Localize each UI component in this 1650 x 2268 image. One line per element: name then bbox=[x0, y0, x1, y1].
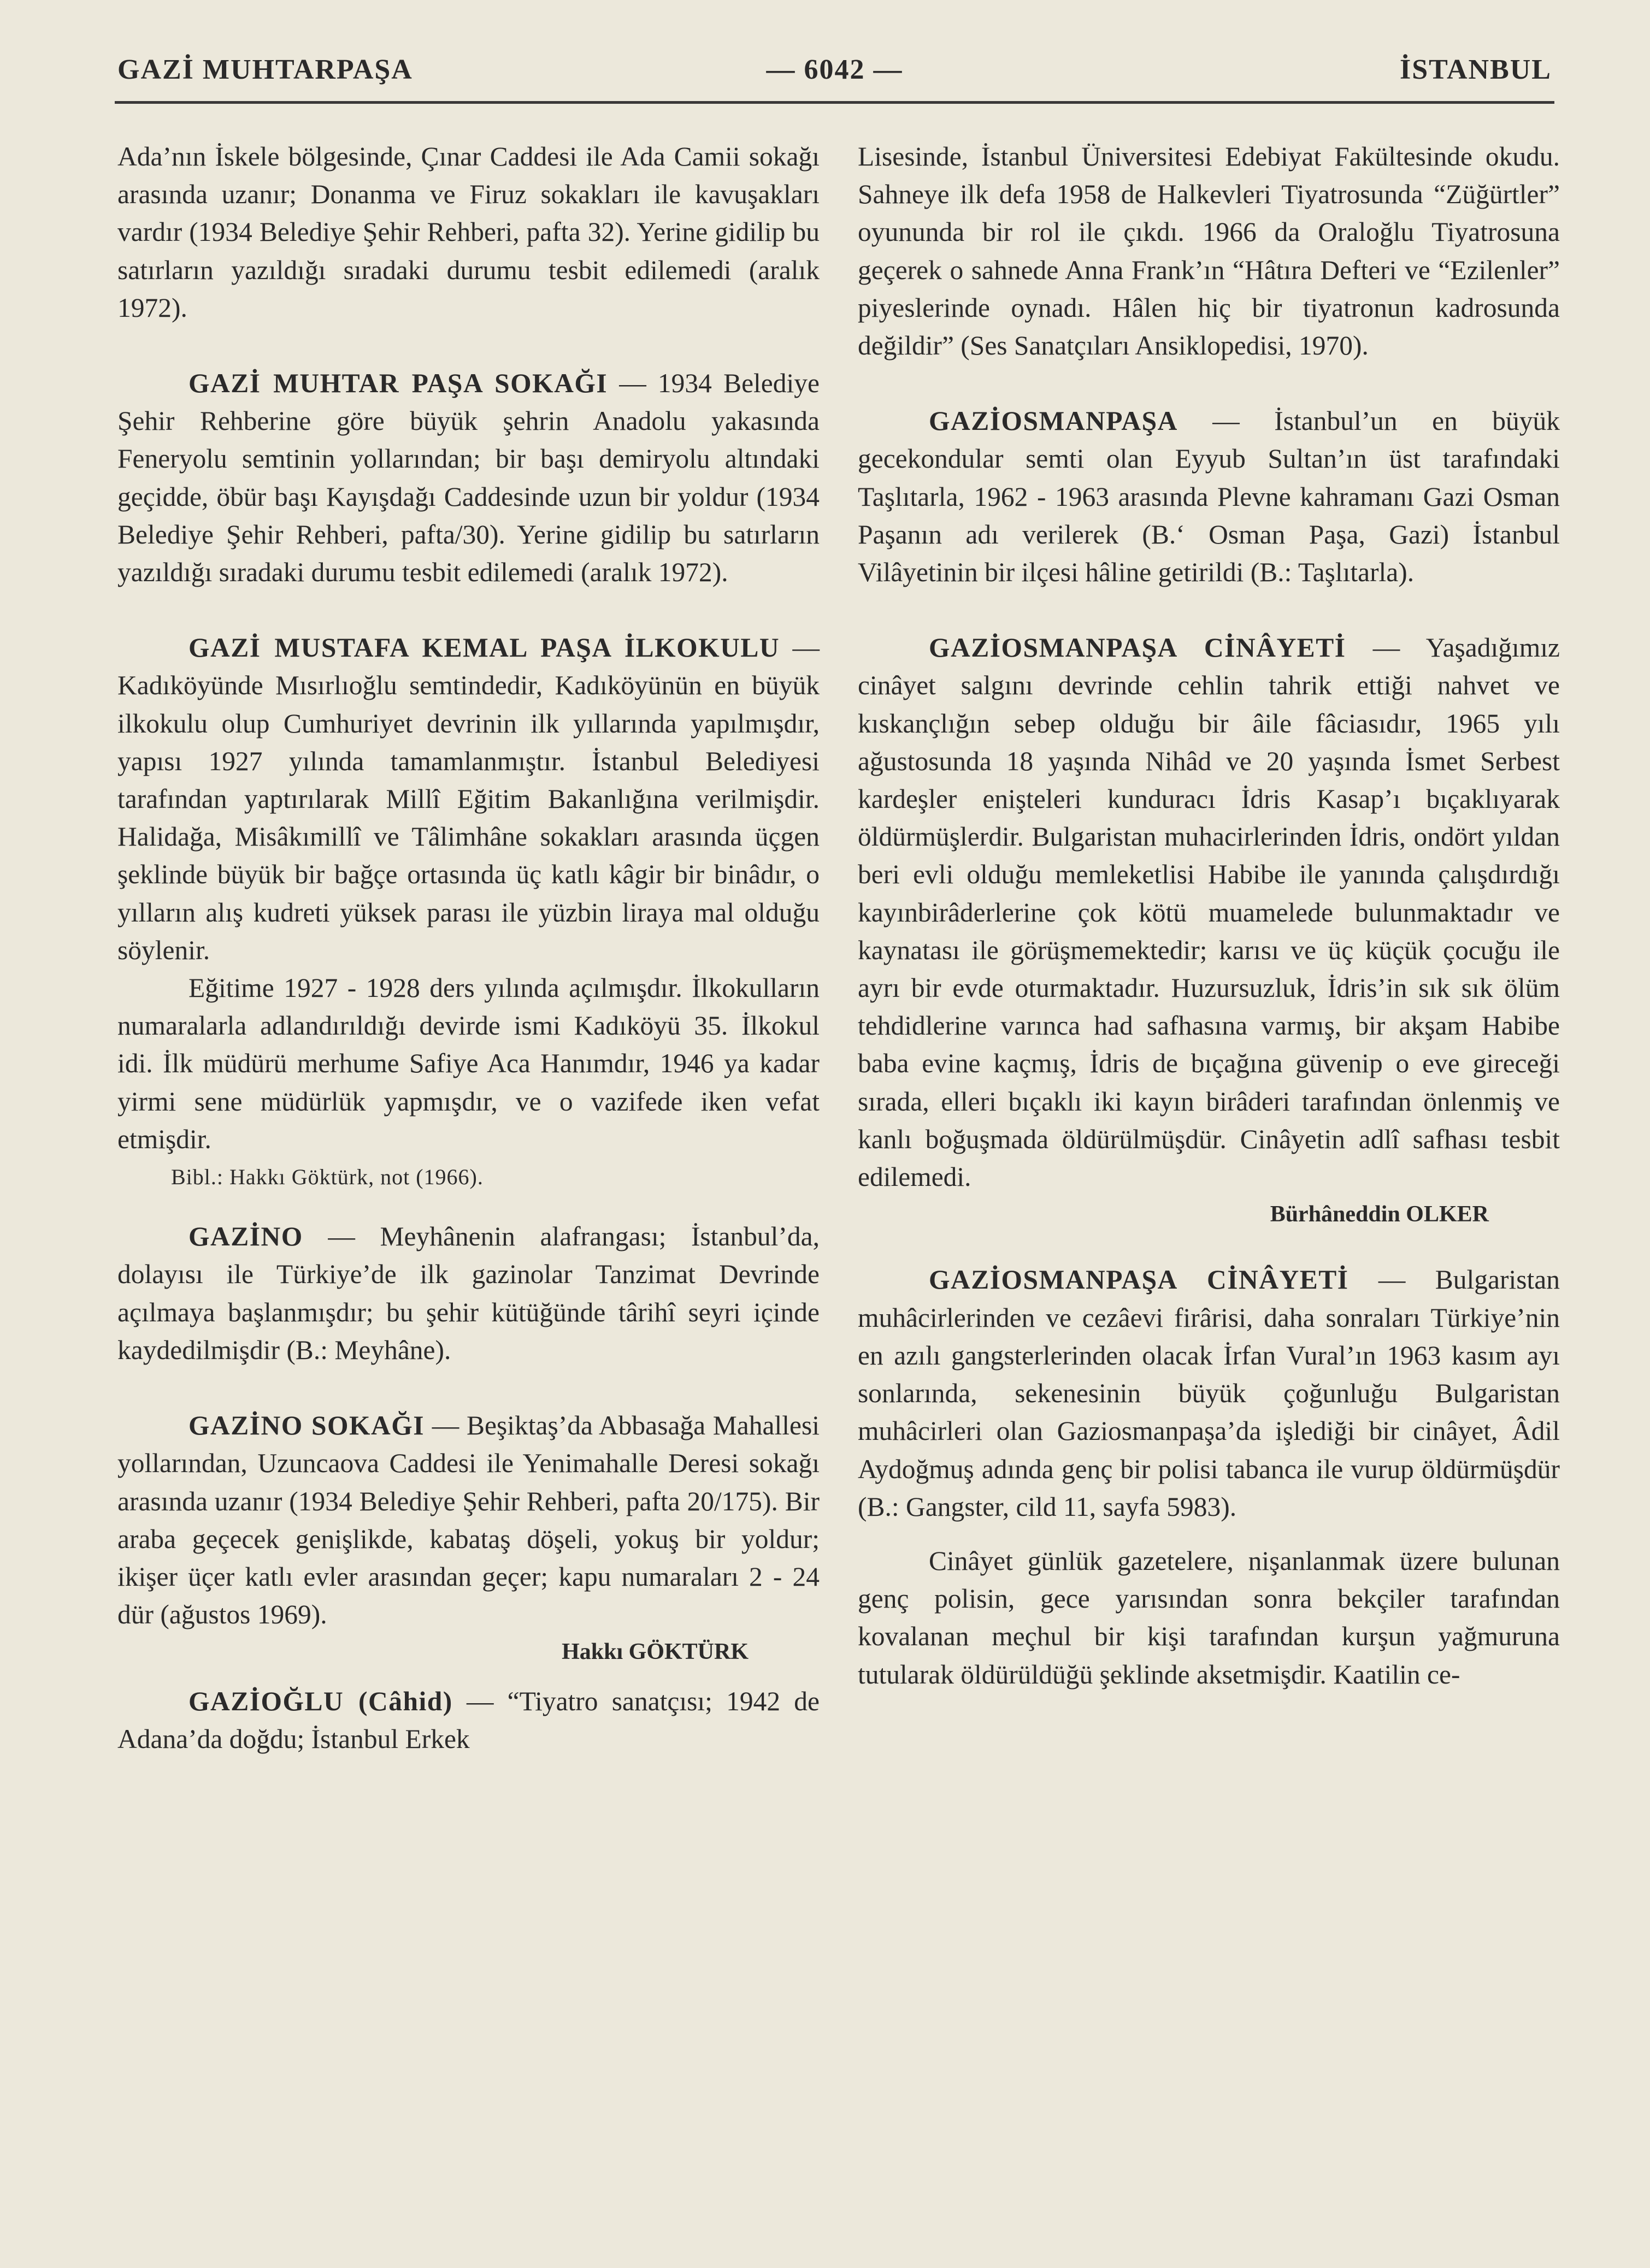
entry-headword: GAZİOSMANPAŞA bbox=[929, 406, 1178, 436]
entry-gazioglu bbox=[117, 1682, 820, 1758]
entry-paragraph bbox=[858, 1542, 1560, 1693]
entry-gazino-sokagi bbox=[117, 1407, 820, 1633]
entry-headword: GAZİ MUSTAFA KEMAL PAŞA İLKOKULU bbox=[188, 633, 780, 663]
entry-headword: GAZİ MUHTAR PAŞA SOKAĞI bbox=[188, 368, 608, 399]
entry-continuation bbox=[117, 138, 820, 327]
header-rule bbox=[115, 101, 1554, 104]
entry-text: Lisesinde, İstanbul Üniversitesi Edebiyat Fakültesinde okudu. Sahneye ilk defa 1958 de Halkevleri Tiyatrosunda “Züğürtler” oyununda bir rol ile çıkdı. 1966 da Oraloğlu Tiyatrosuna geçerek o sahnede Anna Frank’ın “Hâtıra Defteri ve “Ezilenler” piyeslerinde oynadı. Hâlen hiç bir tiyatronun kadrosunda değildir” (Ses Sanatçıları Ansiklopedisi, 1970). bbox=[858, 141, 1560, 361]
entry-text: — Beşiktaş’da Abbasağa Mahallesi yollarından, Uzuncaova Caddesi ile Yenimahalle Deresi sokağı arasında uzanır (1934 Belediye Şehir Rehberi, pafta 20/175). Bir araba geçecek genişlikde, kabataş döşeli, yokuş bir yoldur; ikişer üçer katlı evler arasından geçer; kapu numaraları 2 - 24 dür (ağustos 1969). bbox=[117, 1410, 820, 1630]
entry-text: — Meyhânenin alafrangası; İstanbul’da, dolayısı ile Türkiye’de ilk gazinolar Tanzimat Devrinde açılmaya başlanmışdır; bu şehir kütüğünde târihî seyri içinde kaydedilmişdir (B.: Meyhâne). bbox=[117, 1221, 820, 1365]
entry-gaziosmanpasa-cinayeti-1 bbox=[858, 629, 1560, 1196]
entry-text: Cinâyet günlük gazetelere, nişanlanmak üzere bulunan genç polisin, gece yarısından sonra bekçiler tarafından kovalanan meçhul bir kişi tarafından kurşun yağmuruna tutularak öldürüldüğü şeklinde aksetmişdir. Kaatilin ce- bbox=[858, 1545, 1560, 1690]
page-number: — 6042 — bbox=[766, 54, 903, 85]
entry-gazino bbox=[117, 1218, 820, 1369]
entry-gazi-mustafa-kemal-pasa-ilkokulu bbox=[117, 629, 820, 969]
entry-headword: GAZİOĞLU (Câhid) bbox=[188, 1686, 453, 1716]
entry-author: Hakkı GÖKTÜRK bbox=[562, 1639, 749, 1665]
header-left-title: GAZİ MUHTARPAŞA bbox=[117, 54, 413, 85]
header-right-title: İSTANBUL bbox=[1399, 54, 1552, 85]
entry-gaziosmanpasa-cinayeti-2 bbox=[858, 1261, 1560, 1525]
entry-text: Eğitime 1927 - 1928 ders yılında açılmışdır. İlkokulların numaralarla adlandırıldığı devirde ismi Kadıköyü 35. İlkokul idi. İlk müdürü merhume Safiye Aca Hanımdır, 1946 ya kadar yirmi sene müdürlük yapmışdır, ve o vazifede iken vefat etmişdir. bbox=[117, 973, 820, 1154]
entry-text: — Bulgaristan muhâcirlerinden ve cezâevi firârisi, daha sonraları Türkiye’nin en azılı gangsterlerinden olacak İrfan Vural’ın 1963 kasım ayı sonlarında, sekenesinin büyük çoğunluğu Bulgaristan muhâcirleri olan Gaziosmanpaşa’da işlediği bir cinâyet, Âdil Aydoğmuş adında genç bir polisi tabanca ile vurup öldürmüşdür (B.: Gangster, cild 11, sayfa 5983). bbox=[858, 1265, 1560, 1522]
entry-text: — İstanbul’un en büyük gecekondular semti olan Eyyub Sultan’ın üst tarafındaki Taşlıtarla, 1962 - 1963 arasında Plevne kahramanı Gazi Osman Paşanın adı verilerek (B.‘ Osman Paşa, Gazi) İstanbul Vilâyetinin bir ilçesi hâline getirildi (B.: Taşlıtarla). bbox=[858, 406, 1560, 588]
running-header bbox=[117, 54, 1552, 97]
entry-text: — 1934 Belediye Şehir Rehberine göre büyük şehrin Anadolu yakasında Feneryolu semtinin yollarından; bir başı demiryolu altındaki geçidde, öbür başı Kayışdağı Caddesinde uzun bir yoldur (1934 Belediye Şehir Rehberi, pafta/30). Yerine gidilip bu satırların yazıldığı sıradaki durumu tesbit edilemedi (aralık 1972). bbox=[117, 368, 820, 588]
entry-text: Ada’nın İskele bölgesinde, Çınar Caddesi ile Ada Camii sokağı arasında uzanır; Donanma ve Firuz sokakları ile kavuşakları vardır (1934 Belediye Şehir Rehberi, pafta 32). Yerine gidilip bu satırların yazıldığı sıradaki durumu tesbit edilemedi (aralık 1972). bbox=[117, 141, 820, 323]
entry-headword: GAZİNO bbox=[188, 1221, 303, 1252]
entry-gaziosmanpasa bbox=[858, 402, 1560, 591]
entry-headword: GAZİOSMANPAŞA CİNÂYETİ bbox=[929, 633, 1346, 663]
bibliography-note: Bibl.: Hakkı Göktürk, not (1966). bbox=[171, 1165, 484, 1190]
right-column bbox=[858, 138, 1560, 1693]
entry-paragraph bbox=[117, 969, 820, 1158]
entry-continuation bbox=[858, 138, 1560, 364]
entry-author: Bürhâneddin OLKER bbox=[1270, 1202, 1489, 1227]
left-column bbox=[117, 138, 820, 1758]
entry-text: — Yaşadığımız cinâyet salgını devrinde cehlin tahrik ettiği nahvet ve kıskançlığın sebep olduğu bir âile fâciasıdır, 1965 yılı ağustosunda 18 yaşında Nihâd ve 20 yaşında İsmet Serbest kardeşler enişteleri kunduracı İdris Kasap’ı bıçaklıyarak öldürmüşlerdir. Bulgaristan muhacirlerinden İdris, ondört yıldan beri evli olduğu memleketlisi Habibe ile yanında çalışdırdığı kayınbirâderlerine çok kötü muamelede bulunmaktadır ve kaynatası ile görüşmemektedir; karısı ve üç küçük çocuğu ile ayrı bir evde oturmaktadır. Huzursuzluk, İdris’in sık sık ölüm tehdidlerine varınca had safhasına varmış, bir akşam Habibe baba evine kaçmış, İdris de bıçağına güvenip o eve gireceği sırada, elleri bıçaklı iki kayın birâderi tarafından önlenmiş ve kanlı boğuşmada öldürülmüşdür. Cinâyetin adlî safhası tesbit edilemedi. bbox=[858, 633, 1560, 1192]
entry-headword: GAZİOSMANPAŞA CİNÂYETİ bbox=[929, 1265, 1349, 1295]
entry-text: — “Tiyatro sanatçısı; 1942 de Adana’da doğdu; İstanbul Erkek bbox=[117, 1686, 820, 1754]
entry-gazi-muhtar-pasa-sokagi bbox=[117, 364, 820, 591]
entry-text: — Kadıköyünde Mısırlıoğlu semtindedir, Kadıköyünün en büyük ilkokulu olup Cumhuriyet devrinin ilk yıllarında yapılmışdır, yapısı 1927 yılında tamamlanmıştır. İstanbul Belediyesi tarafından yaptırılarak Millî Eğitim Bakanlığına verilmişdir. Halidağa, Misâkımillî ve Tâlimhâne sokakları arasında üçgen şeklinde büyük bir bağçe ortasında üç katlı kâgir bir binâdır, o yılların alış kudreti yüksek parası ile yüzbin liraya mal olduğu söylenir. bbox=[117, 633, 820, 965]
entry-headword: GAZİNO SOKAĞI bbox=[188, 1410, 425, 1441]
